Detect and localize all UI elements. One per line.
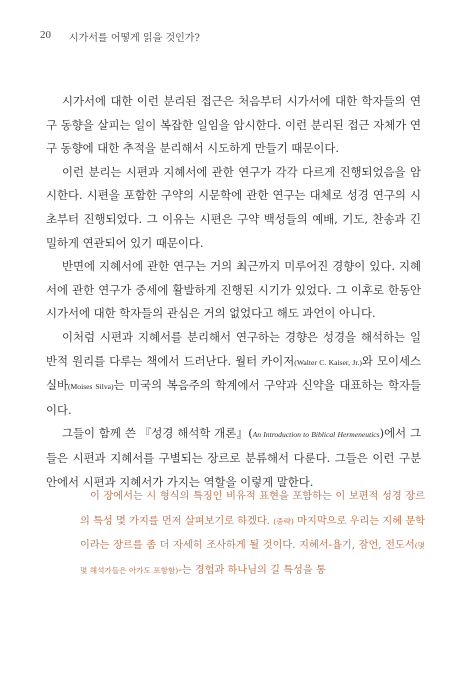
author-name-kaiser: (Walter C. Kaiser, Jr.) (294, 357, 362, 367)
quote-text-a: 이 장에서는 시 형식의 특징인 비유적 표현을 포함하는 이 보편적 성경 장르의 특성 몇 가지를 먼저 살펴보기로 하겠다. (80, 491, 425, 527)
block-quote (80, 485, 425, 583)
quote-paragraph (80, 485, 425, 583)
book-title-english: An Introduction to Biblical Hermeneutics (252, 430, 380, 440)
quote-text-e: -는 경험과 하나님의 길 특성을 통 (178, 564, 326, 576)
paragraph-2: 이런 분리는 시편과 지혜서에 관한 연구가 각각 다르게 진행되었음을 암시한다. 시편을 포함한 구약의 시문학에 관한 연구는 대체로 성경 연구의 시초부터 진행되었다. 그 이유는 시편은 구약 백성들의 예배, 기도, 찬송과 긴밀하게 연관되어 있기 때문이다. (46, 164, 421, 250)
running-title: 시가서를 어떻게 읽을 것인가? (69, 33, 200, 44)
paragraph-4-text-e: 는 미국의 복음주의 학계에서 구약과 신약을 대표하는 학자들이다. (46, 378, 421, 417)
paragraph-3: 반면에 지혜서에 관한 연구는 거의 최근까지 미루어진 경향이 있다. 지혜서에 관한 연구가 중세에 활발하게 진행된 시기가 있었다. 그 이후로 한동안 시가서에 대한 학자들의 관심은 거의 없었다고 해도 과언이 아니다. (46, 259, 421, 321)
main-text (46, 90, 421, 494)
paragraph-5-text-c: )에서 그들은 시편과 지혜서를 구별되는 장르로 분류해서 다룬다. 그들은 이런 구분 안에서 시편과 지혜서가 가지는 역할을 이렇게 말한다. (46, 426, 422, 489)
page-number: 20 (40, 29, 51, 41)
paragraph-5 (46, 422, 421, 494)
paragraph-4-text-a: 이처럼 시편과 지혜서를 분리해서 연구하는 경향은 성경을 해석하는 일반적 원리를 다루는 책에서 드러난다. 월터 카이저 (46, 329, 421, 368)
quote-text-c: 마지막으로 우리는 지혜 문학이라는 장르를 좀 더 자세히 조사하게 될 것이다. 지혜서-욥기, 잠언, 전도서 (80, 515, 425, 552)
author-name-silva: (Moises Silva) (68, 382, 114, 392)
quote-omission: (중략) (273, 516, 294, 526)
running-header (40, 29, 200, 44)
paragraph-4-text-c: 와 모이세스 실바 (46, 353, 422, 393)
paragraph-5-text-a: 그들이 함께 쓴 『성경 해석학 개론』( (62, 426, 253, 441)
quote-parenthetical: (몇몇 해석가들은 아가도 포함함) (80, 541, 425, 575)
paragraph-1: 시가서에 대한 이런 분리된 접근은 처음부터 시가서에 대한 학자들의 연구 동향을 살피는 일이 복잡한 일임을 암시한다. 이런 분리된 접근 자체가 연구 동향에 대한 추적을 분리해서 시도하게 만들기 때문이다. (46, 94, 421, 156)
paragraph-4 (46, 326, 421, 422)
